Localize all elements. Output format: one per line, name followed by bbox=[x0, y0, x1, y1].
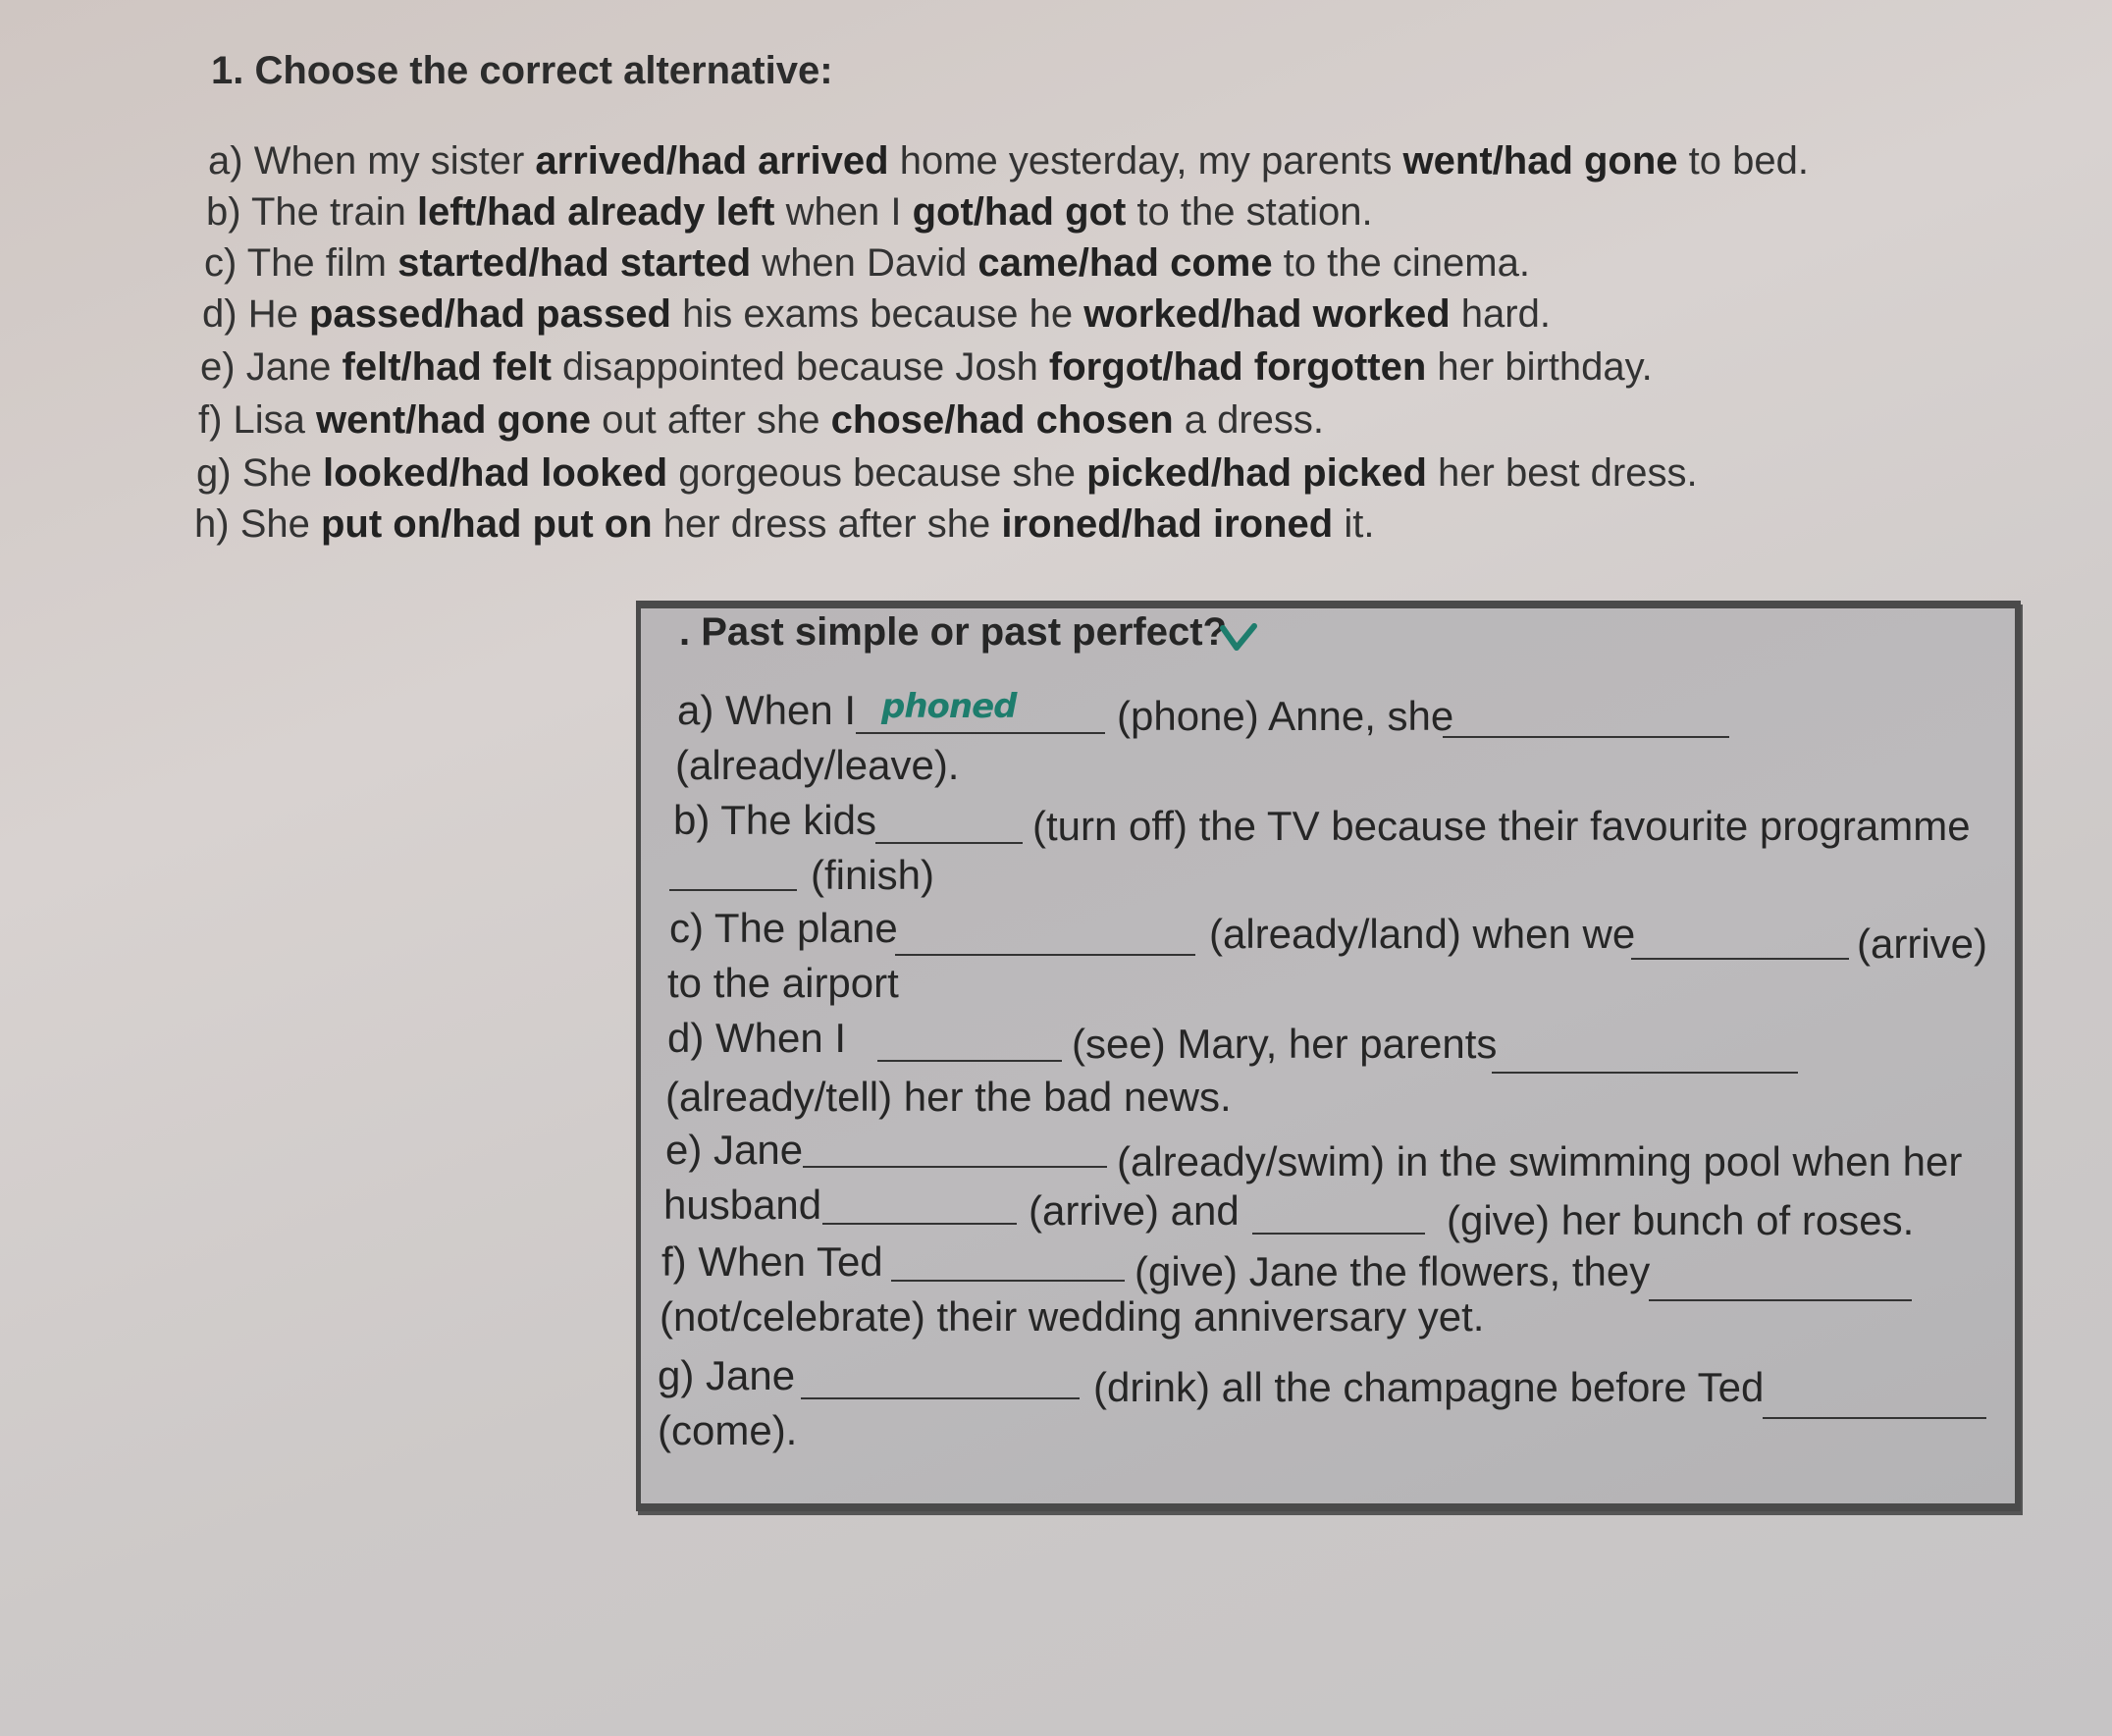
q2c-blank-1[interactable] bbox=[895, 954, 1195, 956]
q2a-blank-2[interactable] bbox=[1443, 736, 1729, 738]
choice-alternatives[interactable]: ironed/had ironed bbox=[1001, 502, 1334, 546]
exercise2-title: . Past simple or past perfect? bbox=[679, 610, 1227, 654]
checkmark-icon bbox=[1219, 622, 1258, 652]
sentence-text: The film bbox=[237, 241, 398, 285]
item-label: d) bbox=[202, 292, 238, 336]
item-label: a) bbox=[208, 139, 243, 183]
sentence-text: The train bbox=[240, 190, 417, 234]
choice-alternatives[interactable]: left/had already left bbox=[416, 190, 775, 234]
q2c-blank-2[interactable] bbox=[1631, 958, 1849, 960]
sentence-text: She bbox=[231, 451, 323, 495]
choice-alternatives[interactable]: got/had got bbox=[912, 190, 1127, 234]
q2e-blank-1[interactable] bbox=[803, 1166, 1107, 1168]
q2a-line1-start: a) When I bbox=[677, 687, 857, 733]
exercise1-item bbox=[198, 398, 1324, 443]
q2e-blank-3[interactable] bbox=[1252, 1233, 1425, 1235]
q2e-line1-start: e) Jane bbox=[665, 1127, 804, 1173]
choice-alternatives[interactable]: chose/had chosen bbox=[830, 398, 1174, 442]
choice-alternatives[interactable]: arrived/had arrived bbox=[535, 139, 889, 183]
sentence-text: when I bbox=[774, 190, 913, 234]
exercise1-item bbox=[206, 190, 1373, 235]
sentence-text: to the cinema. bbox=[1272, 241, 1530, 285]
choice-alternatives[interactable]: came/had come bbox=[977, 241, 1273, 285]
q2c-line1-end: (arrive) bbox=[1857, 921, 1987, 967]
exercise1-item bbox=[202, 292, 1551, 337]
sentence-text: When my sister bbox=[242, 139, 536, 183]
choice-alternatives[interactable]: put on/had put on bbox=[320, 502, 653, 546]
sentence-text: to the station. bbox=[1126, 190, 1373, 234]
choice-alternatives[interactable]: forgot/had forgotten bbox=[1048, 345, 1427, 389]
q2g-line2: (come). bbox=[658, 1407, 798, 1453]
exercise1-item bbox=[204, 241, 1530, 286]
sentence-text: gorgeous because she bbox=[667, 451, 1087, 495]
q2d-blank-1[interactable] bbox=[877, 1060, 1062, 1062]
choice-alternatives[interactable]: looked/had looked bbox=[322, 451, 668, 495]
handwritten-answer: phoned bbox=[881, 687, 1017, 726]
q2e-line2-mid: (arrive) and bbox=[1029, 1187, 1240, 1234]
q2d-blank-2[interactable] bbox=[1492, 1072, 1798, 1074]
q2a-line2: (already/leave). bbox=[675, 742, 960, 788]
q2g-blank-1[interactable] bbox=[801, 1397, 1080, 1399]
q2e-line2-end: (give) her bunch of roses. bbox=[1447, 1197, 1915, 1243]
exercise1-item bbox=[200, 345, 1653, 390]
sentence-text: She bbox=[229, 502, 321, 546]
sentence-text: Jane bbox=[235, 345, 343, 389]
sentence-text: disappointed because Josh bbox=[551, 345, 1049, 389]
item-label: g) bbox=[196, 451, 232, 495]
q2b-line1-start: b) The kids bbox=[673, 797, 876, 843]
q2f-line1-start: f) When Ted bbox=[661, 1238, 883, 1285]
exercise1-item bbox=[194, 502, 1374, 547]
item-label: c) bbox=[204, 241, 238, 285]
choice-alternatives[interactable]: started/had started bbox=[397, 241, 752, 285]
q2f-blank-2[interactable] bbox=[1649, 1299, 1912, 1301]
q2g-blank-2[interactable] bbox=[1763, 1417, 1986, 1419]
item-label: e) bbox=[200, 345, 236, 389]
sentence-text: to bed. bbox=[1677, 139, 1809, 183]
choice-alternatives[interactable]: felt/had felt bbox=[342, 345, 552, 389]
choice-alternatives[interactable]: worked/had worked bbox=[1083, 292, 1451, 336]
choice-alternatives[interactable]: picked/had picked bbox=[1086, 451, 1427, 495]
sentence-text: Lisa bbox=[222, 398, 317, 442]
exercise1-item bbox=[208, 139, 1809, 184]
q2f-line2: (not/celebrate) their wedding anniversary yet. bbox=[660, 1293, 1485, 1340]
sentence-text: He bbox=[237, 292, 309, 336]
q2c-line1-start: c) The plane bbox=[669, 905, 898, 951]
sentence-text: her dress after she bbox=[652, 502, 1002, 546]
q2e-line2-start: husband bbox=[663, 1182, 822, 1228]
q2e-line1-mid: (already/swim) in the swimming pool when her bbox=[1117, 1138, 1963, 1184]
sentence-text: out after she bbox=[591, 398, 831, 442]
sentence-text: a dress. bbox=[1173, 398, 1325, 442]
q2c-line1-mid: (already/land) when we bbox=[1209, 911, 1636, 957]
q2a-line1-mid: (phone) Anne, she bbox=[1117, 693, 1454, 739]
choice-alternatives[interactable]: went/had gone bbox=[1402, 139, 1678, 183]
q2d-line1-mid: (see) Mary, her parents bbox=[1072, 1021, 1498, 1067]
exercise1-title: 1. Choose the correct alternative: bbox=[211, 49, 833, 92]
q2a-blank-1[interactable] bbox=[856, 732, 1105, 734]
q2g-line1-mid: (drink) all the champagne before Ted bbox=[1093, 1364, 1765, 1410]
sentence-text: his exams because he bbox=[670, 292, 1084, 336]
exercise1-item bbox=[196, 451, 1698, 496]
item-label: b) bbox=[206, 190, 241, 234]
sentence-text: hard. bbox=[1450, 292, 1551, 336]
item-label: h) bbox=[194, 502, 230, 546]
choice-alternatives[interactable]: went/had gone bbox=[316, 398, 592, 442]
sentence-text: it. bbox=[1333, 502, 1375, 546]
q2b-line1-mid: (turn off) the TV because their favourite programme bbox=[1032, 803, 1971, 849]
q2e-blank-2[interactable] bbox=[822, 1223, 1017, 1225]
q2f-line1-mid: (give) Jane the flowers, they bbox=[1135, 1248, 1651, 1294]
q2f-blank-1[interactable] bbox=[891, 1280, 1125, 1282]
item-label: f) bbox=[198, 398, 223, 442]
q2d-line1-start: d) When I bbox=[667, 1015, 847, 1061]
q2b-line2: (finish) bbox=[811, 852, 935, 898]
q2b-blank-1[interactable] bbox=[875, 842, 1023, 844]
choice-alternatives[interactable]: passed/had passed bbox=[308, 292, 671, 336]
sentence-text: her birthday. bbox=[1426, 345, 1653, 389]
sentence-text: when David bbox=[751, 241, 978, 285]
q2b-blank-2[interactable] bbox=[669, 889, 797, 891]
q2d-line2: (already/tell) her the bad news. bbox=[665, 1074, 1232, 1120]
q2g-line1-start: g) Jane bbox=[658, 1352, 796, 1398]
q2c-line2: to the airport bbox=[667, 960, 899, 1006]
sentence-text: her best dress. bbox=[1426, 451, 1698, 495]
sentence-text: home yesterday, my parents bbox=[888, 139, 1403, 183]
